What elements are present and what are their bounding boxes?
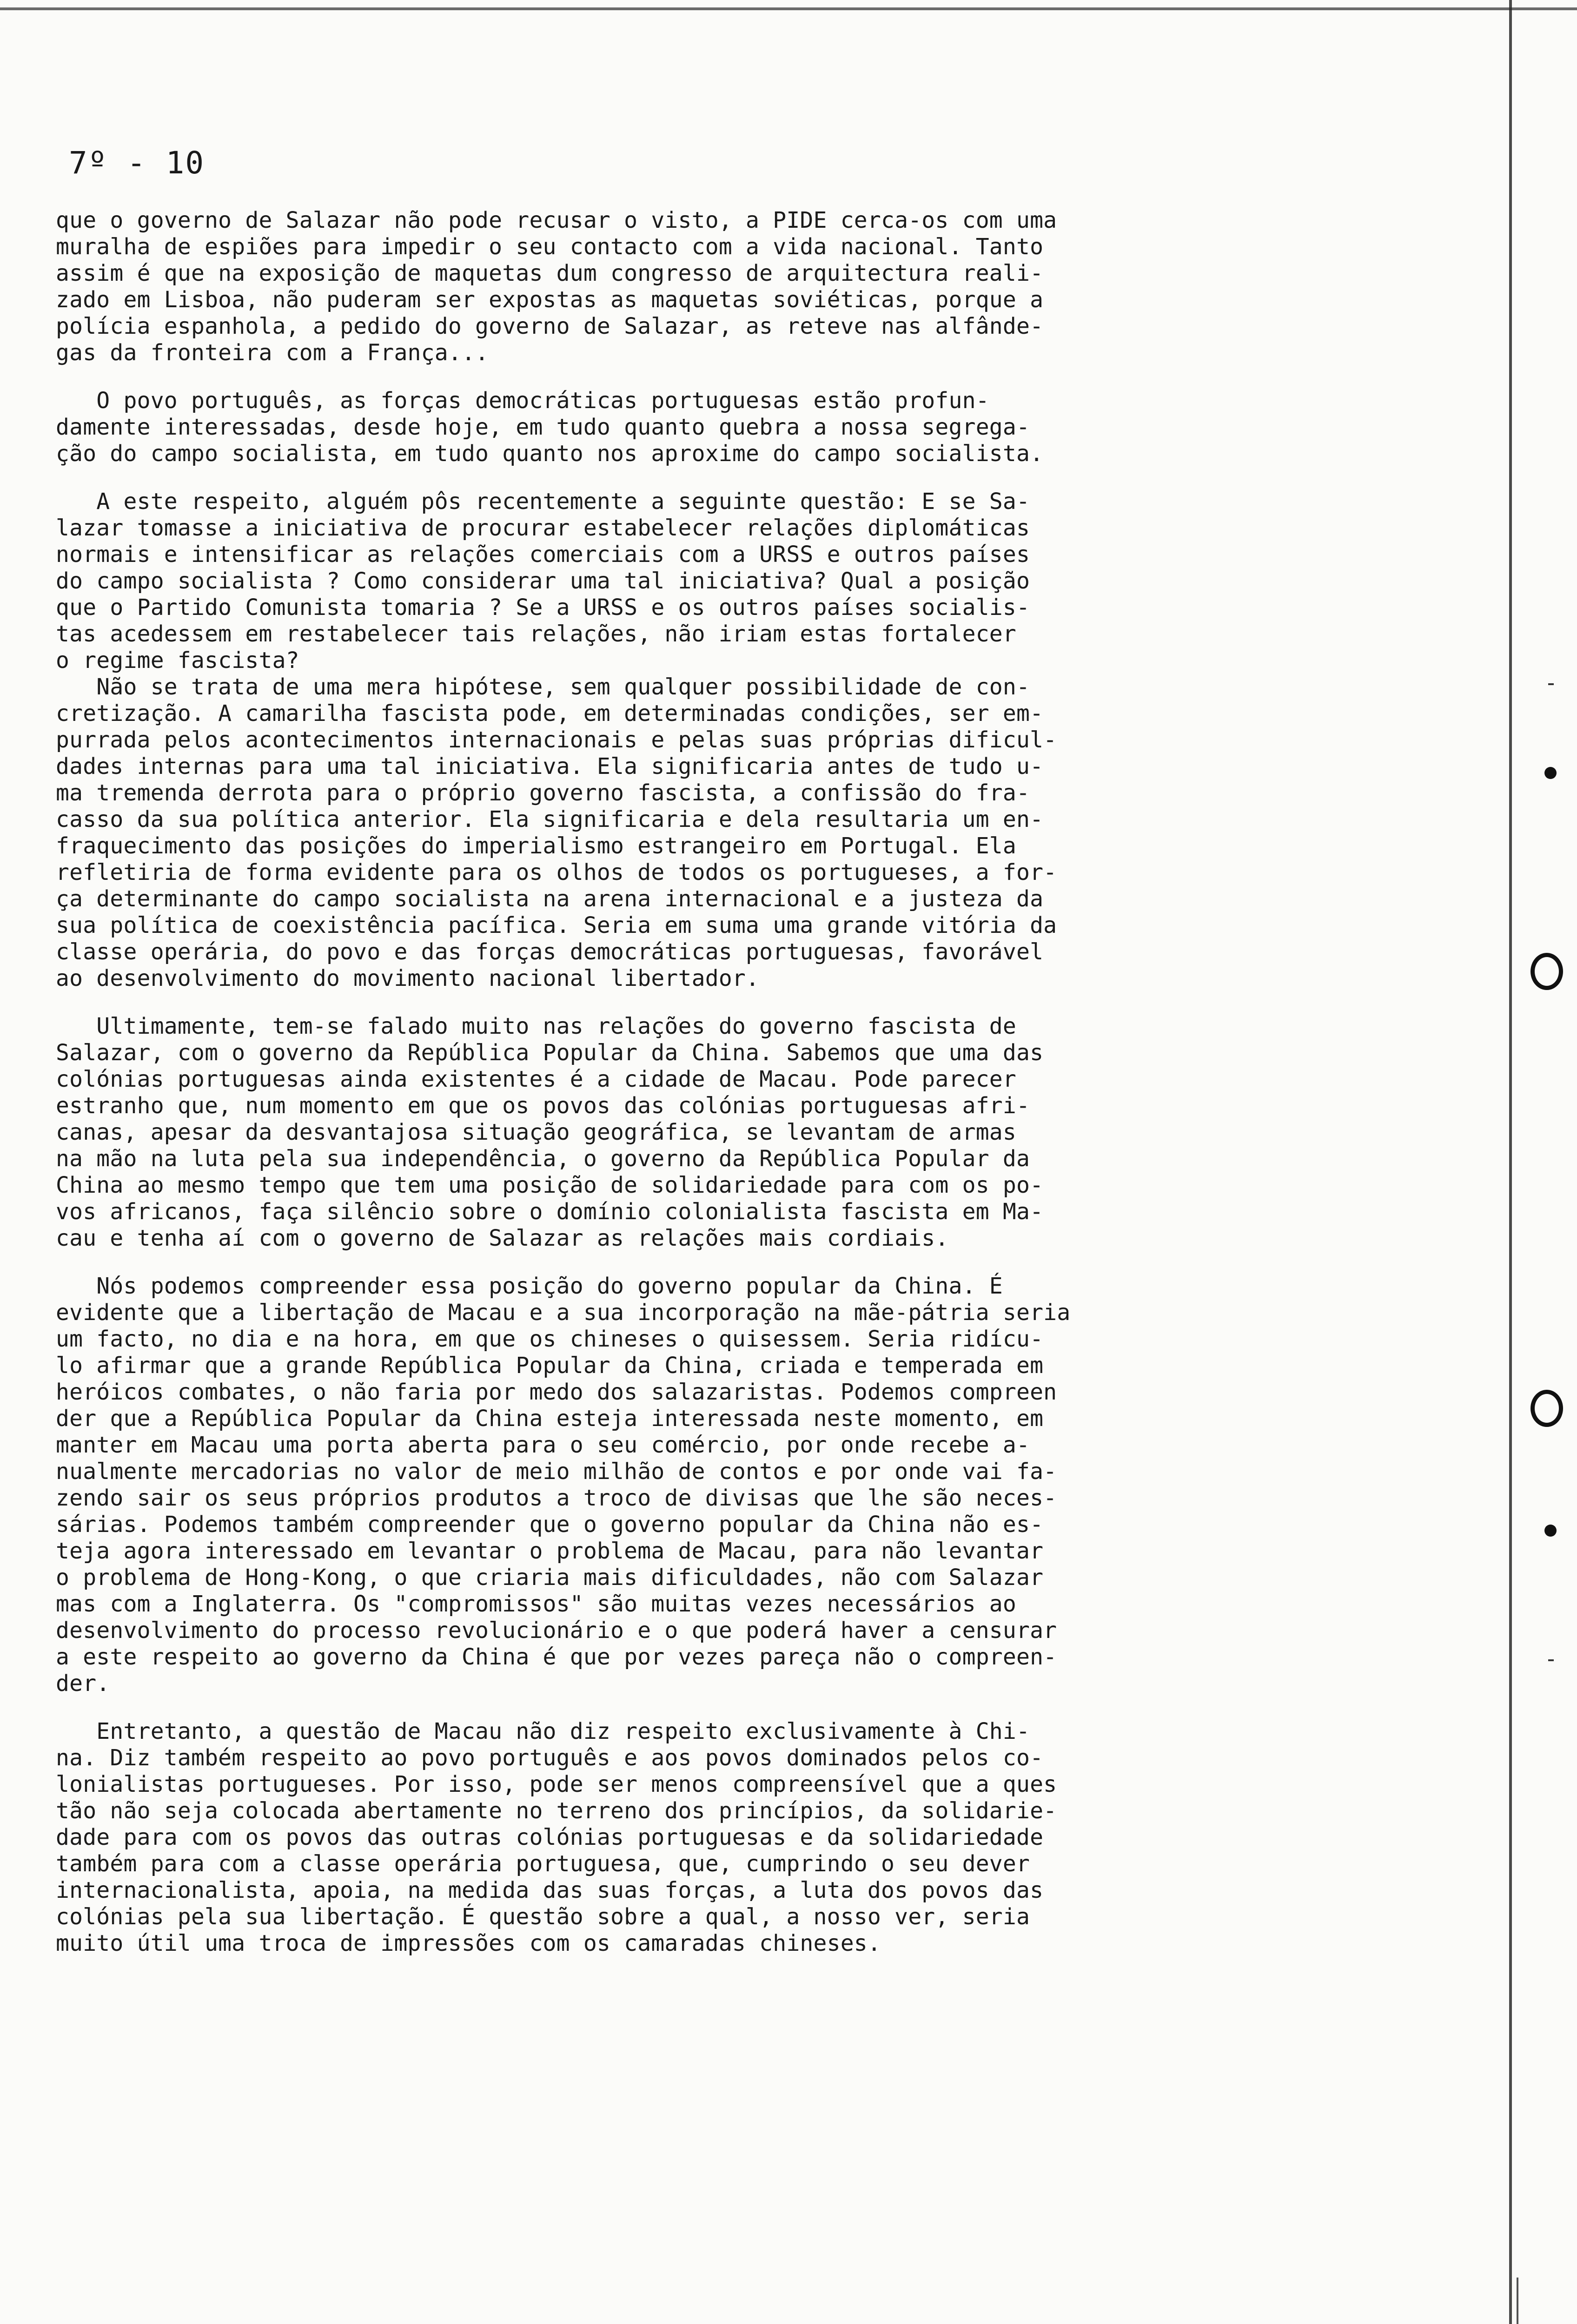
text-line: Salazar, com o governo da República Popular da China. Sabemos que uma das (56, 1040, 1044, 1066)
text-line: do campo socialista ? Como considerar uma tal iniciativa? Qual a posição (56, 568, 1030, 594)
text-line: Nós podemos compreender essa posição do governo popular da China. É (56, 1273, 1003, 1299)
text-line: normais e intensificar as relações comerciais com a URSS e outros países (56, 541, 1030, 568)
text-line: que o Partido Comunista tomaria ? Se a URSS e os outros países socialis- (56, 594, 1030, 621)
paragraph (56, 489, 1441, 992)
text-line: casso da sua política anterior. Ela significaria e dela resultaria um en- (56, 806, 1044, 832)
text-line: ça determinante do campo socialista na arena internacional e a justeza da (56, 886, 1044, 912)
text-line: mas com a Inglaterra. Os "compromissos" são muitas vezes necessários ao (56, 1591, 1016, 1617)
margin-tick-mark (1548, 1659, 1554, 1661)
text-line: colónias pela sua libertação. É questão sobre a qual, a nosso ver, seria (56, 1904, 1030, 1930)
text-line: ma tremenda derrota para o próprio governo fascista, a confissão do fra- (56, 780, 1030, 806)
text-line: cretização. A camarilha fascista pode, em determinadas condições, ser em- (56, 700, 1044, 726)
document-body (56, 207, 1441, 1978)
text-line: purrada pelos acontecimentos internacionais e pelas suas próprias dificul- (56, 727, 1057, 753)
text-line: ção do campo socialista, em tudo quanto nos aproxime do campo socialista. (56, 441, 1044, 467)
text-line: gas da fronteira com a França... (56, 340, 489, 366)
text-line: na. Diz também respeito ao povo português e aos povos dominados pelos co- (56, 1745, 1044, 1771)
text-line: polícia espanhola, a pedido do governo de Salazar, as reteve nas alfânde- (56, 313, 1044, 339)
scan-right-edge (1509, 0, 1512, 2324)
paragraph (56, 1013, 1441, 1252)
paragraph (56, 1273, 1441, 1697)
text-line: China ao mesmo tempo que tem uma posição de solidariedade para com os po- (56, 1172, 1044, 1198)
binder-hole-ring (1531, 953, 1563, 990)
text-line: sua política de coexistência pacífica. Seria em suma uma grande vitória da (56, 912, 1057, 938)
scan-right-edge-secondary (1517, 2278, 1518, 2324)
page-number: 7º - 10 (69, 145, 205, 181)
text-line: a este respeito ao governo da China é que por vezes pareça não o compreen- (56, 1644, 1057, 1670)
text-line: lazar tomasse a iniciativa de procurar estabelecer relações diplomáticas (56, 515, 1030, 541)
text-line: que o governo de Salazar não pode recusar o visto, a PIDE cerca-os com uma (56, 207, 1057, 233)
text-line: zado em Lisboa, não puderam ser expostas as maquetas soviéticas, porque a (56, 287, 1044, 313)
binder-hole-ring (1531, 1390, 1563, 1427)
text-line: o problema de Hong-Kong, o que criaria mais dificuldades, não com Salazar (56, 1565, 1044, 1591)
paragraph (56, 388, 1441, 467)
margin-tick-mark (1548, 683, 1554, 685)
text-line: dades internas para uma tal iniciativa. Ela significaria antes de tudo u- (56, 753, 1044, 779)
text-line: muito útil uma troca de impressões com os camaradas chineses. (56, 1930, 881, 1956)
text-line: internacionalista, apoia, na medida das suas forças, a luta dos povos das (56, 1877, 1044, 1903)
text-line: o regime fascista? (56, 647, 299, 673)
text-line: cau e tenha aí com o governo de Salazar as relações mais cordiais. (56, 1225, 949, 1251)
paragraph (56, 207, 1441, 366)
text-line: A este respeito, alguém pôs recentemente a seguinte questão: E se Sa- (56, 489, 1030, 515)
text-line: desenvolvimento do processo revolucionário e o que poderá haver a censurar (56, 1618, 1057, 1644)
text-line: refletiria de forma evidente para os olhos de todos os portugueses, a for- (56, 859, 1057, 885)
text-line: lo afirmar que a grande República Popular da China, criada e temperada em (56, 1353, 1044, 1379)
binder-dot-mark (1544, 767, 1557, 779)
text-line: na mão na luta pela sua independência, o governo da República Popular da (56, 1146, 1030, 1172)
text-line: sárias. Podemos também compreender que o governo popular da China não es- (56, 1512, 1044, 1538)
text-line: tas acedessem em restabelecer tais relações, não iriam estas fortalecer (56, 621, 1016, 647)
text-line: Não se trata de uma mera hipótese, sem qualquer possibilidade de con- (56, 674, 1030, 700)
text-line: teja agora interessado em levantar o problema de Macau, para não levantar (56, 1538, 1044, 1564)
text-line: zendo sair os seus próprios produtos a troco de divisas que lhe são neces- (56, 1485, 1057, 1511)
text-line: O povo português, as forças democráticas portuguesas estão profun- (56, 388, 989, 414)
text-line: manter em Macau uma porta aberta para o seu comércio, por onde recebe a- (56, 1432, 1030, 1458)
text-line: Ultimamente, tem-se falado muito nas relações do governo fascista de (56, 1013, 1016, 1039)
text-line: heróicos combates, o não faria por medo dos salazaristas. Podemos compreen (56, 1379, 1057, 1405)
paragraph (56, 1718, 1441, 1957)
text-line: estranho que, num momento em que os povos das colónias portuguesas afri- (56, 1093, 1030, 1119)
text-line: der. (56, 1670, 110, 1697)
text-line: damente interessadas, desde hoje, em tudo quanto quebra a nossa segrega- (56, 414, 1030, 440)
text-line: dade para com os povos das outras colónias portuguesas e da solidariedade (56, 1824, 1044, 1850)
text-line: ao desenvolvimento do movimento nacional libertador. (56, 965, 760, 991)
text-line: Entretanto, a questão de Macau não diz respeito exclusivamente à Chi- (56, 1718, 1030, 1744)
text-line: vos africanos, faça silêncio sobre o domínio colonialista fascista em Ma- (56, 1199, 1044, 1225)
text-line: der que a República Popular da China esteja interessada neste momento, em (56, 1406, 1044, 1432)
text-line: assim é que na exposição de maquetas dum congresso de arquitectura reali- (56, 260, 1044, 286)
text-line: lonialistas portugueses. Por isso, pode ser menos compreensível que a ques (56, 1771, 1057, 1797)
scan-top-edge (0, 7, 1577, 10)
text-line: colónias portuguesas ainda existentes é a cidade de Macau. Pode parecer (56, 1066, 1016, 1092)
text-line: classe operária, do povo e das forças democráticas portuguesas, favorável (56, 939, 1044, 965)
text-line: muralha de espiões para impedir o seu contacto com a vida nacional. Tanto (56, 234, 1044, 260)
binder-dot-mark (1544, 1525, 1557, 1537)
text-line: canas, apesar da desvantajosa situação geográfica, se levantam de armas (56, 1119, 1016, 1145)
text-line: nualmente mercadorias no valor de meio milhão de contos e por onde vai fa- (56, 1459, 1057, 1485)
text-line: um facto, no dia e na hora, em que os chineses o quisessem. Seria ridícu- (56, 1326, 1044, 1352)
text-line: fraquecimento das posições do imperialismo estrangeiro em Portugal. Ela (56, 833, 1016, 859)
text-line: também para com a classe operária portuguesa, que, cumprindo o seu dever (56, 1851, 1030, 1877)
text-line: evidente que a libertação de Macau e a sua incorporação na mãe-pátria seria (56, 1300, 1071, 1326)
text-line: tão não seja colocada abertamente no terreno dos princípios, da solidarie- (56, 1798, 1057, 1824)
